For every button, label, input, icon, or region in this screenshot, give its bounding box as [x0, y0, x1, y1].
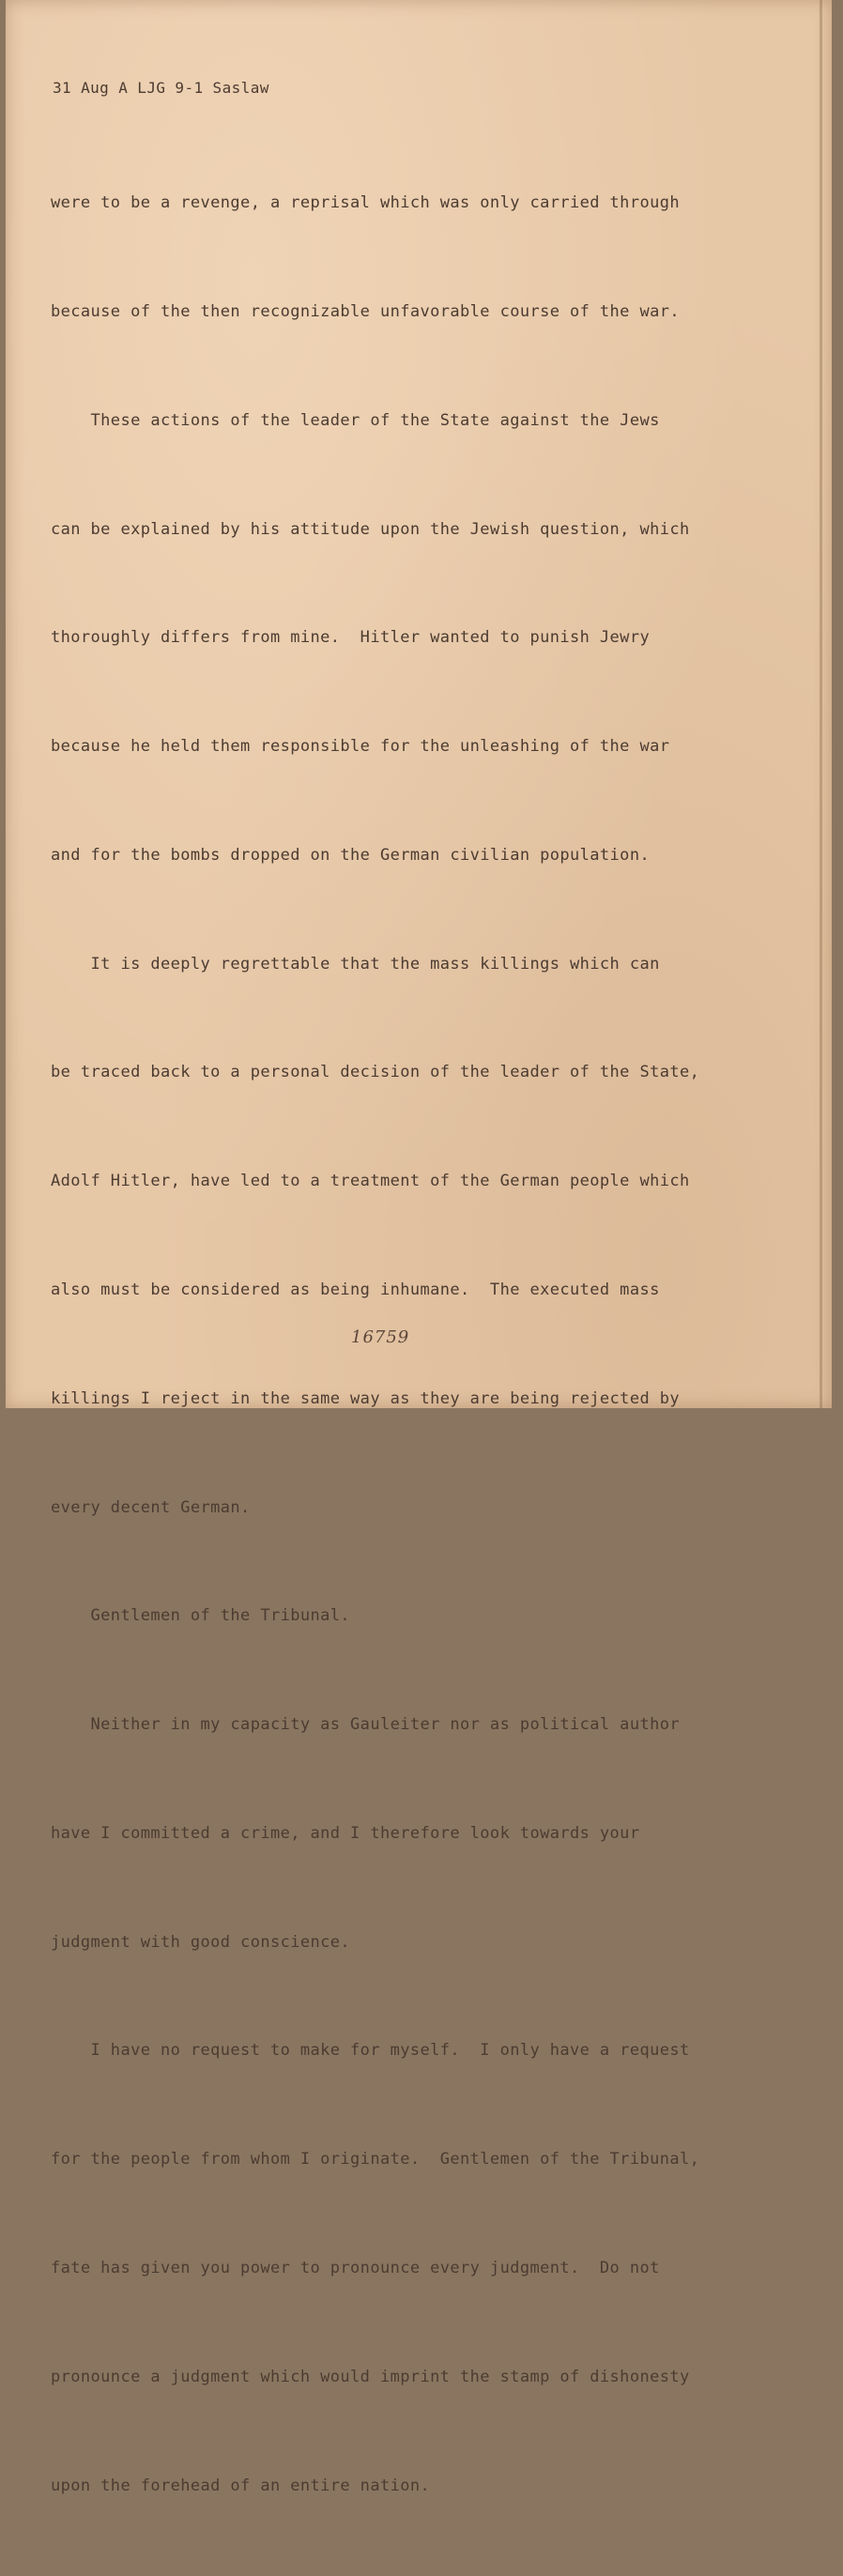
page-header: 31 Aug A LJG 9-1 Saslaw [53, 79, 269, 97]
text-line: thoroughly differs from mine. Hitler wanted to punish Jewry [51, 628, 651, 648]
text-line: pronounce a judgment which would imprint the stamp of dishonesty [51, 2367, 690, 2386]
text-line: I have no request to make for myself. I only have a request [51, 2041, 690, 2061]
text-line: can be explained by his attitude upon the Jewish question, which [51, 519, 690, 539]
text-line: Gentlemen of the Tribunal. [51, 1606, 351, 1626]
text-line: be traced back to a personal decision of the leader of the State, [51, 1063, 700, 1082]
text-line: were to be a revenge, a reprisal which was only carried through [51, 193, 680, 213]
text-line: It is deeply regrettable that the mass killings which can [51, 954, 660, 974]
text-line: These actions of the leader of the State against the Jews [51, 410, 660, 430]
text-line: Adolf Hitler, have led to a treatment of the German people which [51, 1172, 690, 1191]
text-line: killings I reject in the same way as they are being rejected by [51, 1388, 680, 1408]
page-edge [820, 0, 822, 1408]
page-number: 16759 [351, 1327, 410, 1347]
document-page [6, 0, 832, 2495]
text-line: because he held them responsible for the unleashing of the war [51, 737, 670, 757]
text-line: also must be considered as being inhumane. The executed mass [51, 1280, 660, 1299]
text-line: for the people from whom I originate. Gentlemen of the Tribunal, [51, 2150, 700, 2170]
text-line: judgment with good conscience. [51, 1932, 351, 1952]
text-line: Neither in my capacity as Gauleiter nor as political author [51, 1715, 680, 1735]
text-line: every decent German. [51, 1497, 251, 1517]
text-line: upon the forehead of an entire nation. [51, 2476, 431, 2495]
text-line: have I committed a crime, and I therefore look towards your [51, 1823, 640, 1843]
text-line: and for the bombs dropped on the German civilian population. [51, 845, 651, 865]
text-line: because of the then recognizable unfavorable course of the war. [51, 301, 680, 321]
text-line: fate has given you power to pronounce every judgment. Do not [51, 2259, 660, 2278]
